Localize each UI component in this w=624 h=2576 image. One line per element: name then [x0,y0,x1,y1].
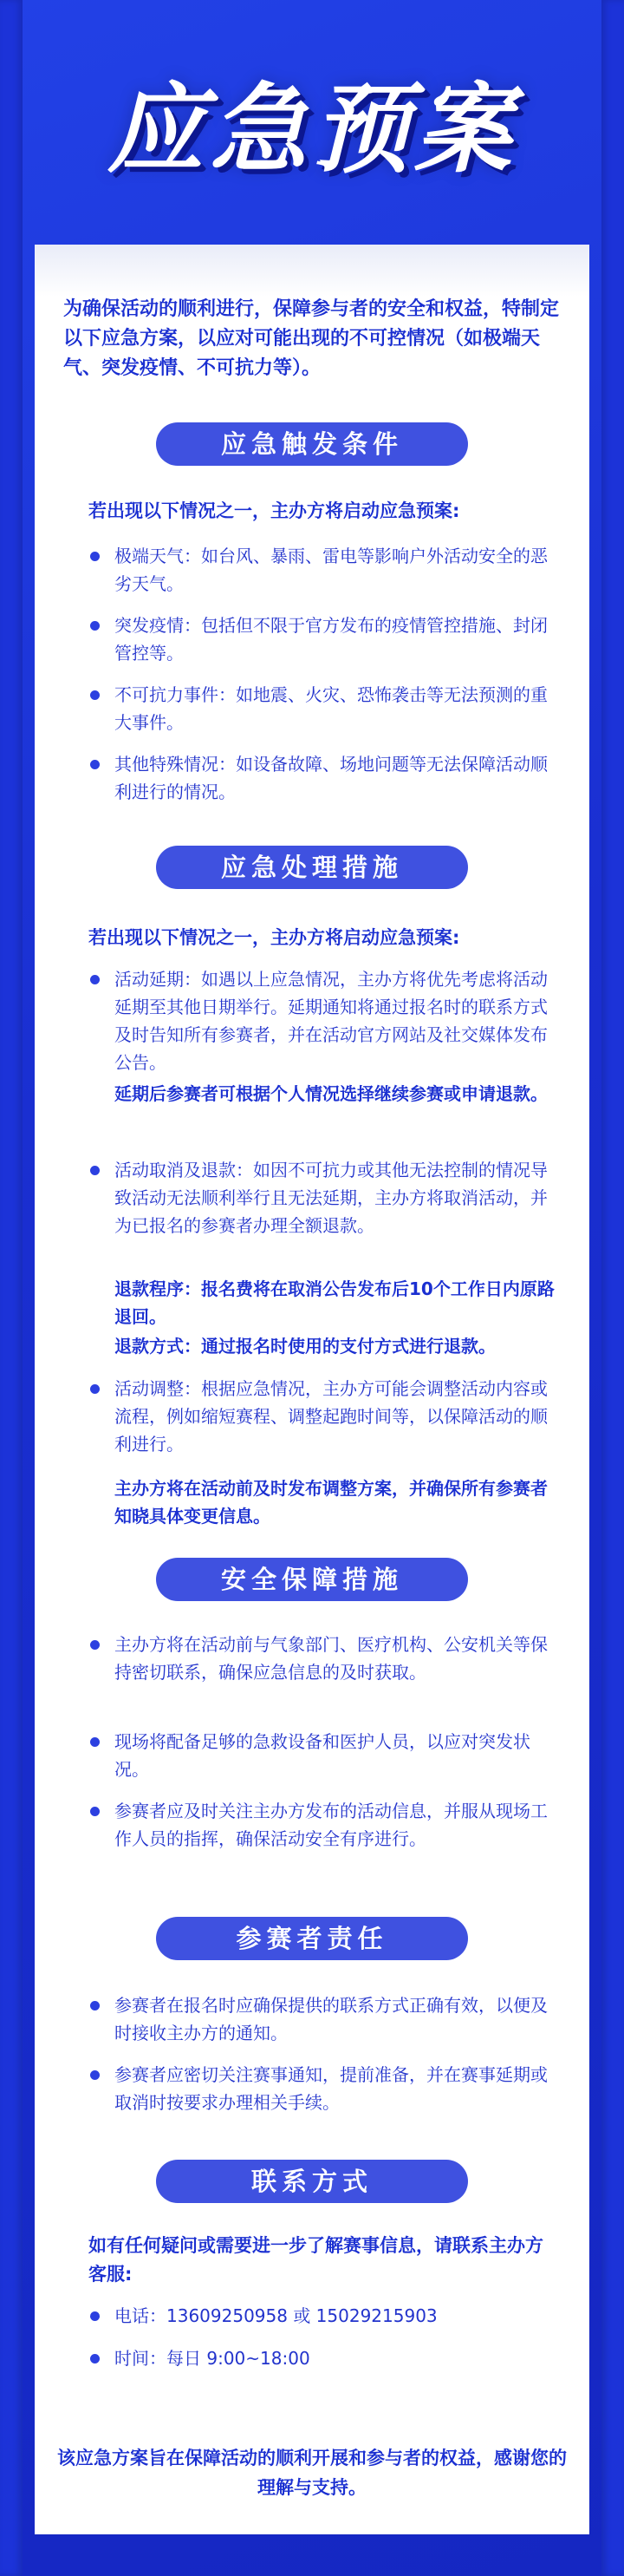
left-border-stripe [0,0,23,2576]
list-item: 活动取消及退款：如因不可抗力或其他无法控制的情况导致活动无法顺利举行且无法延期，主办方将取消活动，并为已报名的参赛者办理全额退款。 [90,1156,548,1239]
bullet-icon [90,552,100,561]
trigger-lead: 若出现以下情况之一，主办方将启动应急预案: [88,500,460,521]
list-item: 活动调整：根据应急情况，主办方可能会调整活动内容或流程，例如缩短赛程、调整起跑时间等，以保障活动的顺利进行。 [90,1375,548,1458]
section-heading-measures: 应急处理措施 [156,846,468,889]
bullet-icon [90,2001,100,2010]
bullet-icon [90,760,100,769]
bullet-icon [90,690,100,700]
bullet-icon [90,2070,100,2080]
measures-note: 退款程序：报名费将在取消公告发布后10个工作日内原路退回。 [114,1278,555,1327]
contact-phone: 电话：13609250958 或 15029215903 [90,2302,548,2330]
right-border-stripe [601,0,624,2576]
bullet-icon [90,2354,100,2364]
section-heading-duty: 参赛者责任 [156,1917,468,1960]
list-item: 突发疫情：包括但不限于官方发布的疫情管控措施、封闭管控等。 [90,611,548,667]
contact-hours: 时间：每日 9:00~18:00 [90,2344,548,2372]
bullet-icon [90,1166,100,1175]
list-item: 极端天气：如台风、暴雨、雷电等影响户外活动安全的恶劣天气。 [90,542,548,598]
bullet-icon [90,1384,100,1394]
section-heading-safety: 安全保障措施 [156,1558,468,1601]
list-item: 其他特殊情况：如设备故障、场地问题等无法保障活动顺利进行的情况。 [90,750,548,806]
bullet-icon [90,975,100,984]
closing-statement: 该应急方案旨在保障活动的顺利开展和参与者的权益，感谢您的理解与支持。 [57,2448,567,2498]
section-heading-contact: 联系方式 [156,2160,468,2203]
bullet-icon [90,2311,100,2321]
bullet-icon [90,1807,100,1816]
section-heading-trigger: 应急触发条件 [156,422,468,466]
bullet-icon [90,1737,100,1747]
measures-note: 退款方式：通过报名时使用的支付方式进行退款。 [114,1336,496,1357]
measures-note: 主办方将在活动前及时发布调整方案，并确保所有参赛者知晓具体变更信息。 [114,1478,548,1527]
measures-note: 延期后参赛者可根据个人情况选择继续参赛或申请退款。 [114,1083,548,1104]
intro-paragraph: 为确保活动的顺利进行，保障参与者的安全和权益，特制定以下应急方案，以应对可能出现的不可控情况（如极端天气、突发疫情、不可抗力等）。 [63,298,560,379]
list-item: 现场将配备足够的急救设备和医护人员，以应对突发状况。 [90,1728,548,1783]
page-title: 应急预案 [107,74,517,186]
contact-lead: 如有任何疑问或需要进一步了解赛事信息，请联系主办方客服: [88,2235,543,2285]
list-item: 参赛者应密切关注赛事通知，提前准备，并在赛事延期或取消时按要求办理相关手续。 [90,2061,548,2116]
list-item: 活动延期：如遇以上应急情况，主办方将优先考虑将活动延期至其他日期举行。延期通知将通过报名时的联系方式及时告知所有参赛者，并在活动官方网站及社交媒体发布公告。 [90,965,548,1076]
measures-lead: 若出现以下情况之一，主办方将启动应急预案: [88,927,460,948]
list-item: 不可抗力事件：如地震、火灾、恐怖袭击等无法预测的重大事件。 [90,681,548,736]
bullet-icon [90,621,100,631]
list-item: 参赛者在报名时应确保提供的联系方式正确有效，以便及时接收主办方的通知。 [90,1991,548,2047]
list-item: 参赛者应及时关注主办方发布的活动信息，并服从现场工作人员的指挥，确保活动安全有序进行。 [90,1797,548,1853]
list-item: 主办方将在活动前与气象部门、医疗机构、公安机关等保持密切联系，确保应急信息的及时获取。 [90,1631,548,1686]
bullet-icon [90,1640,100,1650]
